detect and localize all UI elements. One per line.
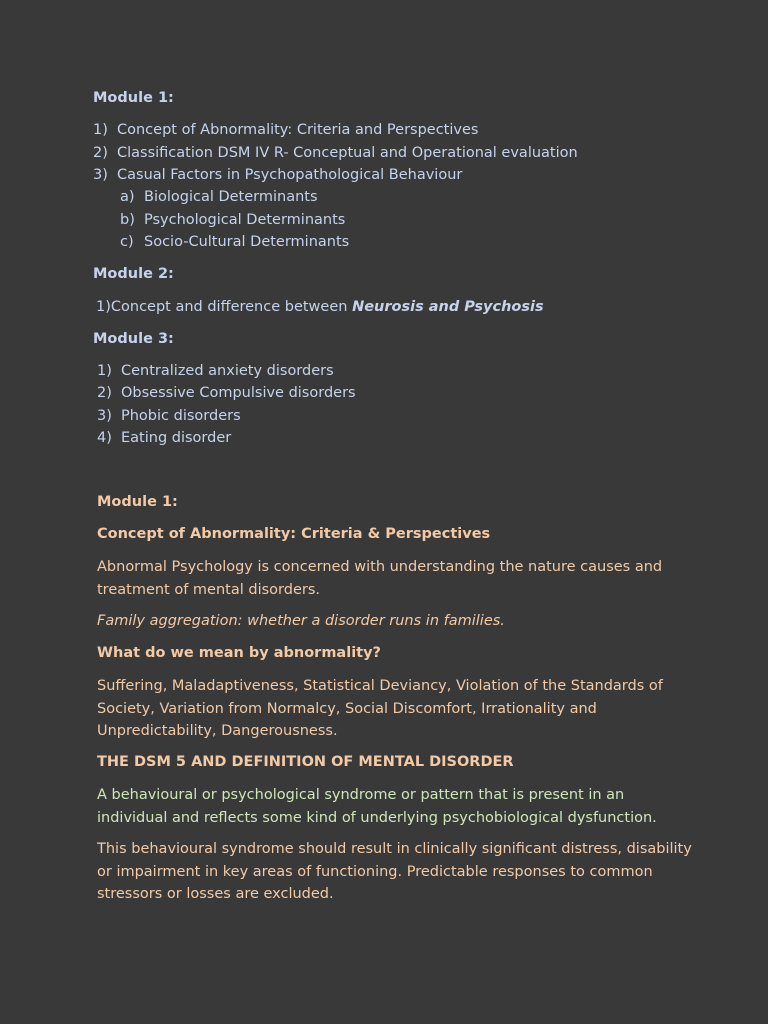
subitem-letter: b): [120, 212, 135, 228]
notes-family-aggregation: Family aggregation: whether a disorder runs in families.: [97, 613, 505, 629]
subitem-text: Socio-Cultural Determinants: [144, 234, 350, 250]
item-text: Centralized anxiety disorders: [121, 363, 334, 379]
outline-module2-title: Module 2:: [93, 266, 174, 282]
notes-dsm-criteria: This behavioural syndrome should result in clinically significant distress, disability or impairment in key areas of functioning. Predictable responses to common stressors or losses are excluded.: [97, 841, 692, 902]
item-text: Classification DSM IV R- Conceptual and Operational evaluation: [117, 145, 578, 161]
notes-question-heading: What do we mean by abnormality?: [97, 645, 381, 661]
notes-module-title: Module 1:: [97, 494, 178, 510]
outline-module1-item: [93, 122, 478, 138]
outline-module1-item: [93, 167, 462, 183]
item-number: 4): [97, 430, 112, 446]
item-text: Casual Factors in Psychopathological Behaviour: [117, 167, 463, 183]
notes-dsm-heading: THE DSM 5 AND DEFINITION OF MENTAL DISORDER: [97, 754, 514, 770]
item-number: 2): [97, 385, 112, 401]
subitem-text: Biological Determinants: [144, 189, 318, 205]
notes-intro-paragraph: Abnormal Psychology is concerned with understanding the nature causes and treatment of mental disorders.: [97, 559, 663, 598]
outline-module1-subitem: [120, 212, 345, 228]
item-text: Concept of Abnormality: Criteria and Perspectives: [117, 122, 479, 138]
outline-module1-subitem: [120, 234, 349, 250]
notes-abnormality-list: Suffering, Maladaptiveness, Statistical Deviancy, Violation of the Standards of Society, Variation from Normalcy, Social Discomfort, Irrationality and Unpredictability, Dangerousness.: [97, 678, 663, 739]
outline-module3-item: [97, 385, 356, 401]
item-text: Obsessive Compulsive disorders: [121, 385, 356, 401]
subitem-letter: a): [120, 189, 135, 205]
item-emphasis: Neurosis and Psychosis: [352, 299, 544, 315]
outline-module1-title: Module 1:: [93, 90, 174, 106]
outline-module3-title: Module 3:: [93, 331, 174, 347]
outline-module3-item: [97, 408, 241, 424]
outline-module3-item: [97, 363, 334, 379]
subitem-letter: c): [120, 234, 134, 250]
item-text: Eating disorder: [121, 430, 232, 446]
outline-module3-item: [97, 430, 231, 446]
notes-dsm-definition: A behavioural or psychological syndrome or pattern that is present in an individual and reflects some kind of underlying psychobiological dysfunction.: [97, 787, 657, 826]
item-number: 3): [93, 167, 108, 183]
item-text: 1)Concept and difference between: [96, 299, 353, 315]
item-number: 1): [93, 122, 108, 138]
outline-module1-subitem: [120, 189, 318, 205]
item-text: Phobic disorders: [121, 408, 241, 424]
subitem-text: Psychological Determinants: [144, 212, 346, 228]
item-number: 3): [97, 408, 112, 424]
outline-module2-item: [96, 299, 544, 315]
notes-section-title: Concept of Abnormality: Criteria & Perspectives: [97, 526, 491, 542]
outline-module1-item: [93, 145, 578, 161]
item-number: 1): [97, 363, 112, 379]
item-number: 2): [93, 145, 108, 161]
